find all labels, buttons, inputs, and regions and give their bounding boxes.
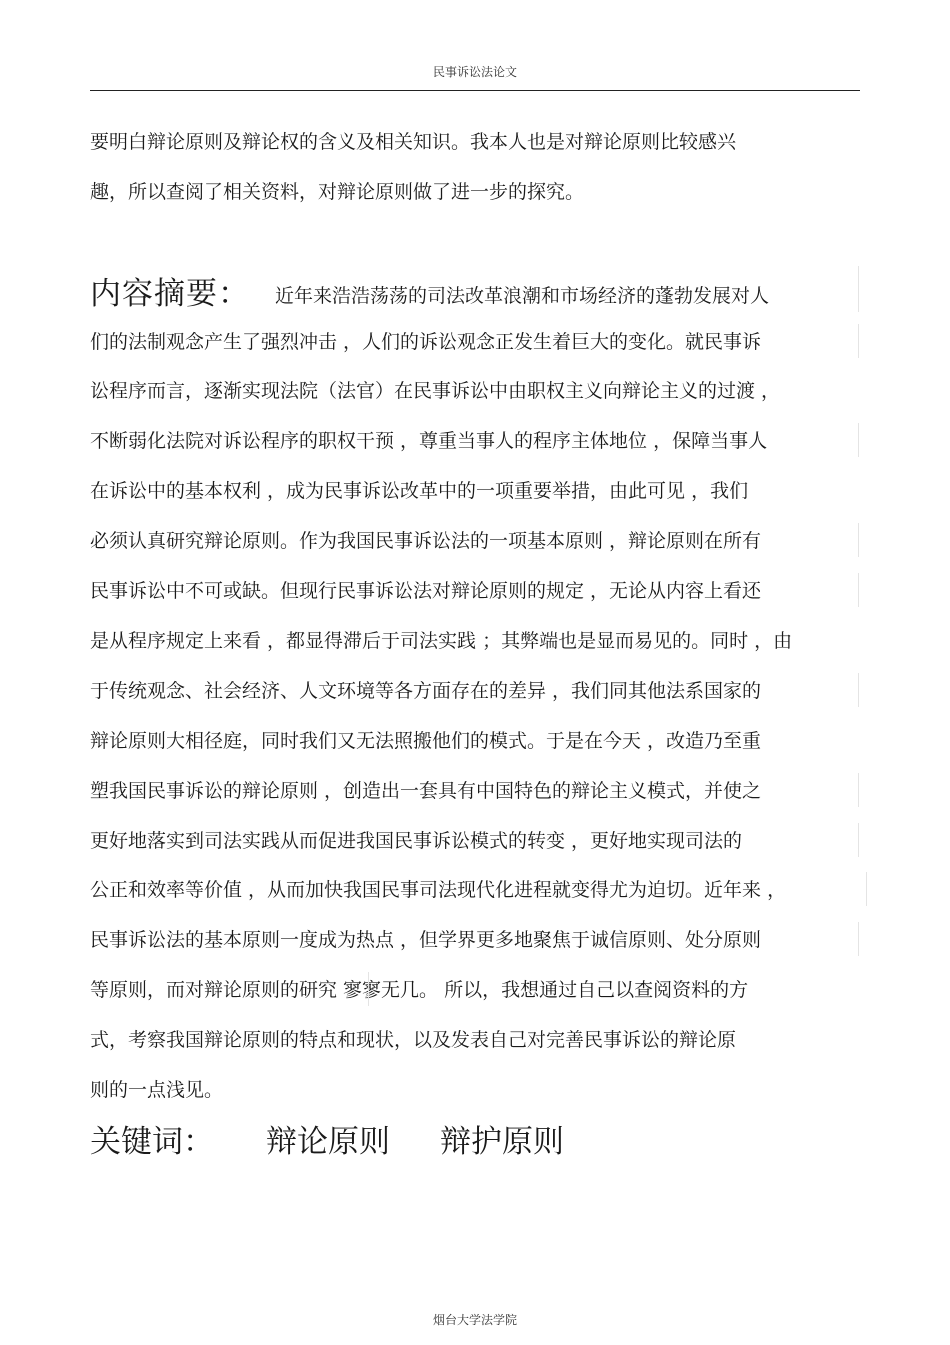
text-box-edge (368, 972, 369, 1006)
abstract-line: 讼程序而言，逐渐实现法院（法官）在民事诉讼中由职权主义向辩论主义的过渡 ， (90, 380, 781, 402)
page-header-title: 民事诉讼法论文 (432, 65, 517, 79)
text-box-edge (866, 872, 867, 906)
abstract-line: 们的法制观念产生了强烈冲击 ，人们的诉讼观念正发生着巨大的变化。就民事诉 (90, 331, 762, 353)
keywords-row (90, 1122, 564, 1162)
text-box-edge (858, 922, 859, 956)
text-box-edge (858, 673, 859, 707)
abstract-line: 于传统观念、社会经济、人文环境等各方面存在的差异 ，我们同其他法系国家的 (90, 680, 762, 702)
text-box-edge (858, 773, 859, 807)
abstract-line: 民事诉讼中不可或缺。但现行民事诉讼法对辩论原则的规定 ，无论从内容上看还 (90, 580, 762, 602)
keyword-item: 辩论原则 (266, 1124, 390, 1160)
abstract-line: 则的一点浅见。 (90, 1079, 224, 1101)
abstract-line: 在诉讼中的基本权利 ，成为民事诉讼改革中的一项重要举措，由此可见 ，我们 (90, 480, 749, 502)
abstract-line: 塑我国民事诉讼的辩论原则 ，创造出一套具有中国特色的辩论主义模式，并使之 (90, 780, 762, 802)
abstract-line: 公正和效率等价值 ，从而加快我国民事司法现代化进程就变得尤为迫切。近年来 ， (90, 879, 787, 901)
abstract-line: 近年来浩浩荡荡的司法改革浪潮和市场经济的蓬勃发展对人 (275, 285, 770, 307)
abstract-line: 辩论原则大相径庭，同时我们又无法照搬他们的模式。于是在今天 ，改造乃至重 (90, 730, 762, 752)
text-box-edge (858, 823, 859, 857)
text-box-edge (858, 523, 859, 557)
intro-line: 趣，所以查阅了相关资料，对辩论原则做了进一步的探究。 (90, 181, 585, 203)
text-box-edge (858, 423, 859, 457)
abstract-line: 更好地落实到司法实践从而促进我国民事诉讼模式的转变 ，更好地实现司法的 (90, 830, 743, 852)
abstract-line: 等原则，而对辩论原则的研究 寥寥无几。 所以，我想通过自己以查阅资料的方 (90, 979, 749, 1001)
abstract-heading: 内容摘要： (90, 276, 250, 312)
abstract-line: 式，考察我国辩论原则的特点和现状，以及发表自己对完善民事诉讼的辩论原 (90, 1029, 737, 1051)
abstract-line: 必须认真研究辩论原则。作为我国民事诉讼法的一项基本原则 ，辩论原则在所有 (90, 530, 762, 552)
text-box-edge (858, 573, 859, 607)
text-box-edge (858, 324, 859, 358)
header-divider (90, 90, 860, 91)
intro-line: 要明白辩论原则及辩论权的含义及相关知识。我本人也是对辩论原则比较感兴 (90, 131, 737, 153)
abstract-line: 不断弱化法院对诉讼程序的职权干预 ，尊重当事人的程序主体地位 ，保障当事人 (90, 430, 768, 452)
page-footer-text: 烟台大学法学院 (432, 1313, 517, 1327)
abstract-line: 民事诉讼法的基本原则一度成为热点 ，但学界更多地聚焦于诚信原则、处分原则 (90, 929, 762, 951)
keywords-label: 关键词： (90, 1124, 214, 1160)
keyword-item: 辩护原则 (440, 1124, 564, 1160)
abstract-line: 是从程序规定上来看 ，都显得滞后于司法实践 ；其弊端也是显而易见的。同时 ，由 (90, 630, 793, 652)
text-box-edge (858, 266, 859, 312)
